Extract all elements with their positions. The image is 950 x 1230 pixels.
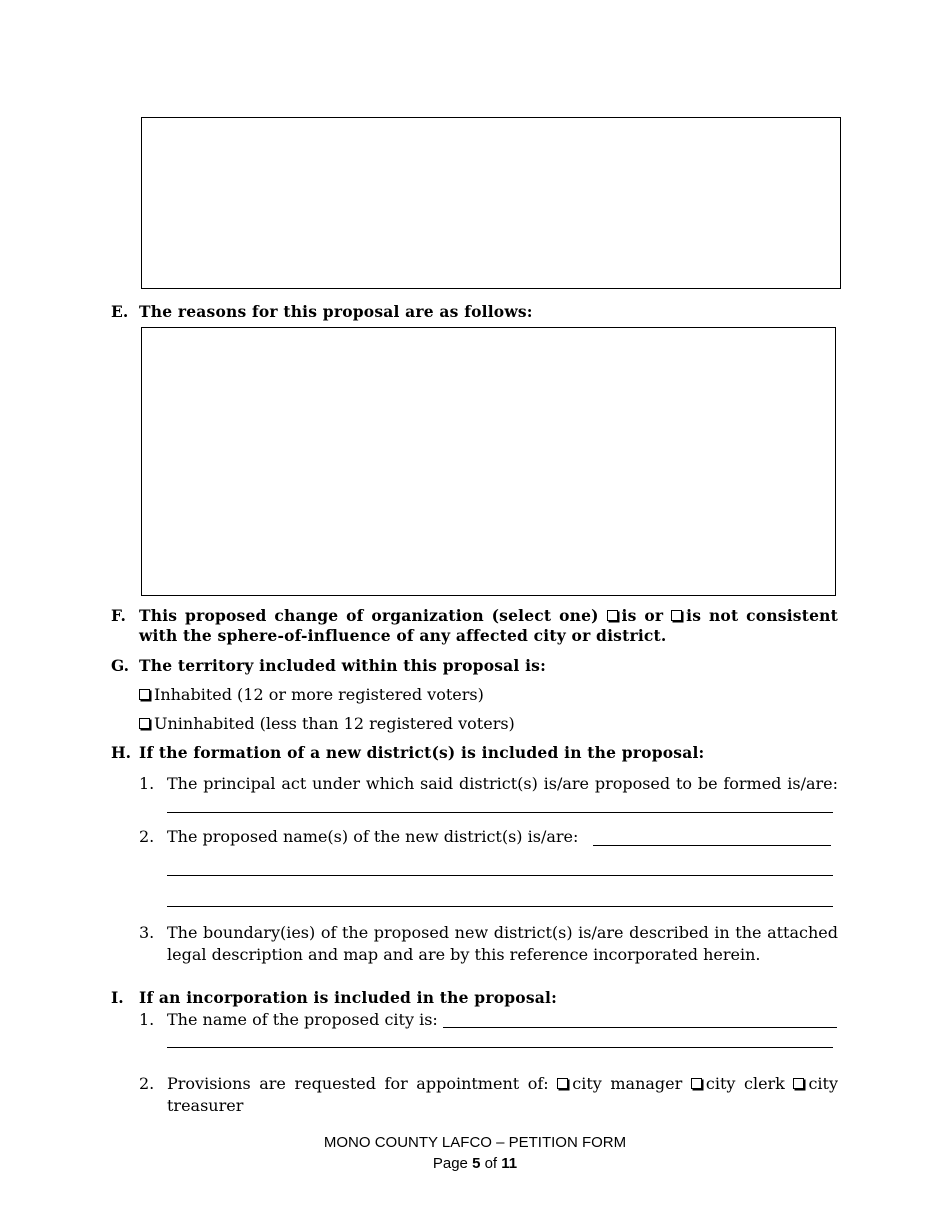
h-item-2-text: The proposed name(s) of the new district(s) is/are: xyxy=(167,827,579,846)
reasons-text-box[interactable] xyxy=(141,327,836,596)
inhabited-option xyxy=(139,685,484,704)
footer-title: MONO COUNTY LAFCO – PETITION FORM xyxy=(323,1134,627,1151)
h-item-1-number: 1. xyxy=(139,774,155,793)
uninhabited-checkbox[interactable] xyxy=(139,718,150,729)
section-e-heading: The reasons for this proposal are as follows: xyxy=(139,302,533,321)
is-not-consistent-label: is not consistent xyxy=(686,606,838,625)
inhabited-label: Inhabited (12 or more registered voters) xyxy=(154,685,484,704)
i-item-2-text-line2: treasurer xyxy=(167,1096,244,1115)
section-g-heading: The territory included within this proposal is: xyxy=(139,656,547,675)
district-name-input-line-2[interactable] xyxy=(167,875,833,876)
uninhabited-label: Uninhabited (less than 12 registered voters) xyxy=(154,714,515,733)
district-name-input-line-1[interactable] xyxy=(593,845,831,846)
h-item-3-number: 3. xyxy=(139,923,155,942)
section-e-letter: E. xyxy=(111,302,129,321)
page-label: Page xyxy=(432,1155,468,1172)
city-name-input-line-2[interactable] xyxy=(167,1047,833,1048)
section-f-letter: F. xyxy=(111,606,126,625)
h-item-3-text-line2: legal description and map and are by this reference incorporated herein. xyxy=(167,945,761,964)
uninhabited-option xyxy=(139,714,515,733)
section-i-letter: I. xyxy=(111,988,124,1007)
i-item-1-text: The name of the proposed city is: xyxy=(167,1010,438,1029)
is-consistent-checkbox[interactable] xyxy=(607,610,618,621)
section-f-text-part2: with the sphere-of-influence of any affected city or district. xyxy=(139,626,667,645)
is-consistent-label: is or xyxy=(621,606,664,625)
h-item-2-number: 2. xyxy=(139,827,155,846)
footer-page-number xyxy=(0,1155,950,1172)
i-item-2-line1 xyxy=(167,1074,838,1093)
section-h-letter: H. xyxy=(111,743,132,762)
city-clerk-checkbox[interactable] xyxy=(691,1078,702,1089)
section-f-text-part1: This proposed change of organization (select one) xyxy=(139,606,599,625)
district-name-input-line-3[interactable] xyxy=(167,906,833,907)
section-f-line1 xyxy=(139,606,838,625)
of-label: of xyxy=(484,1155,498,1172)
section-g-letter: G. xyxy=(111,656,130,675)
inhabited-checkbox[interactable] xyxy=(139,689,150,700)
h-item-1-text: The principal act under which said district(s) is/are proposed to be formed is/are: xyxy=(167,774,838,793)
city-treasurer-label: city xyxy=(808,1074,839,1093)
city-treasurer-checkbox[interactable] xyxy=(793,1078,804,1089)
i-item-2-text: Provisions are requested for appointment of: xyxy=(167,1074,549,1093)
previous-section-text-box[interactable] xyxy=(141,117,841,289)
page-current: 5 xyxy=(472,1155,481,1172)
i-item-2-number: 2. xyxy=(139,1074,155,1093)
city-clerk-label: city clerk xyxy=(705,1074,785,1093)
principal-act-input-line[interactable] xyxy=(167,812,833,813)
section-i-heading: If an incorporation is included in the proposal: xyxy=(139,988,557,1007)
city-manager-label: city manager xyxy=(572,1074,683,1093)
city-name-input-line-1[interactable] xyxy=(443,1027,837,1028)
i-item-1-number: 1. xyxy=(139,1010,155,1029)
city-manager-checkbox[interactable] xyxy=(557,1078,568,1089)
section-h-heading: If the formation of a new district(s) is included in the proposal: xyxy=(139,743,705,762)
is-not-consistent-checkbox[interactable] xyxy=(671,610,682,621)
h-item-3-text-line1: The boundary(ies) of the proposed new district(s) is/are described in the attached xyxy=(167,923,838,942)
page-total: 11 xyxy=(501,1155,518,1172)
